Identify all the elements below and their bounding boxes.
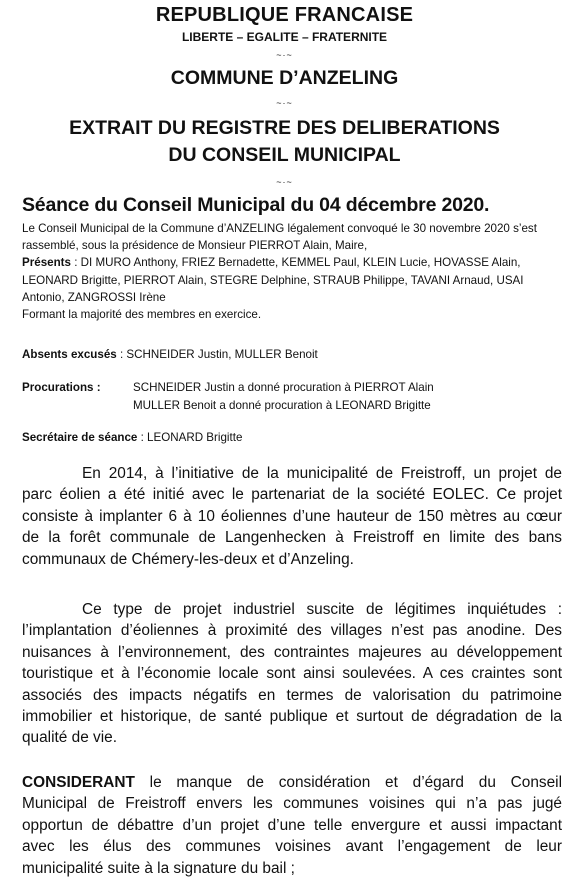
paragraph-line: l’implantation d’éoliennes à proximité des villages n’est pas anodine. Des — [22, 622, 562, 640]
paragraph-line: parc éolien a été initié avec le partenariat de la société EOLEC. Ce projet — [22, 486, 562, 504]
paragraph-line: qualité de vie. — [22, 729, 117, 747]
seance-title: Séance du Conseil Municipal du 04 décembre 2020. — [22, 194, 490, 216]
presents-label: Présents — [22, 256, 71, 270]
republic-heading: REPUBLIQUE FRANCAISE — [155, 4, 414, 26]
paragraph-line: avec les élus des communes voisines avant l’engagement de leur — [22, 838, 562, 856]
paragraph-line: associés des impacts négatifs en termes de valorisation du patrimoine — [22, 686, 562, 704]
presents-line: Antonio, ZANGROSSI Irène — [22, 290, 166, 304]
paragraph-line: communaux de Chémery-les-deux et d’Anzeling. — [22, 550, 354, 568]
considerant-keyword: CONSIDERANT — [22, 774, 135, 791]
paragraph-line: Ce type de projet industriel suscite de légitimes inquiétudes : — [82, 601, 562, 618]
extract-heading-line1: EXTRAIT DU REGISTRE DES DELIBERATIONS — [69, 117, 500, 139]
presents-names: : DI MURO Anthony, FRIEZ Bernadette, KEMMEL Paul, KLEIN Lucie, HOVASSE Alain, — [70, 256, 521, 270]
paragraph-line: municipalité suite à la signature du bail ; — [22, 859, 295, 877]
procuration-item: MULLER Benoit a donné procuration à LEONARD Brigitte — [133, 399, 431, 412]
paragraph-line: de la forêt communale de Langenhecken à Freistroff en limite des bans — [22, 529, 562, 547]
secretary-label: Secrétaire de séance — [22, 431, 138, 444]
paragraph-3 — [22, 772, 562, 879]
commune-heading: COMMUNE D’ANZELING — [170, 67, 399, 89]
paragraph-line: consiste à implanter 6 à 10 éoliennes d’une hauteur de 150 mètres au cœur — [22, 507, 562, 525]
presents-line — [22, 254, 558, 271]
secretary-value: : LEONARD Brigitte — [137, 431, 243, 444]
absents-line — [22, 348, 318, 361]
procuration-item: SCHNEIDER Justin a donné procuration à PIERROT Alain — [133, 381, 434, 394]
ornament-divider: ~·~ — [276, 98, 293, 108]
absents-label: Absents excusés — [22, 348, 117, 361]
paragraph-line: nuisances à l’environnement, des contraintes majeures au développement — [22, 643, 562, 661]
presents-line: LEONARD Brigitte, PIERROT Alain, STEGRE Delphine, STRAUB Philippe, TAVANI Arnaud, USAI — [22, 273, 524, 287]
ornament-divider: ~·~ — [276, 50, 293, 60]
absents-value: : SCHNEIDER Justin, MULLER Benoit — [116, 348, 318, 361]
paragraph-line: touristique et à l’économie locale sont ainsi soulevées. A ces craintes sont — [22, 665, 562, 683]
secretary-line — [22, 431, 242, 444]
procurations-label: Procurations : — [22, 381, 101, 394]
paragraph-line: En 2014, à l’initiative de la municipalité de Freistroff, un projet de — [82, 465, 562, 482]
intro-line: rassemblé, sous la présidence de Monsieur PIERROT Alain, Maire, — [22, 239, 368, 253]
intro-block — [22, 220, 558, 323]
paragraph-1 — [22, 463, 562, 570]
paragraph-line: Municipal de Freistroff envers les communes voisines qui n’a pas jugé — [22, 795, 562, 813]
motto: LIBERTE – EGALITE – FRATERNITE — [181, 30, 388, 44]
majority-line: Formant la majorité des membres en exercice. — [22, 308, 262, 322]
intro-line: Le Conseil Municipal de la Commune d’ANZELING légalement convoqué le 30 novembre 2020 s’est — [22, 222, 537, 235]
paragraph-2 — [22, 599, 562, 749]
ornament-divider: ~·~ — [276, 177, 293, 187]
paragraph-line: CONSIDERANT le manque de considération et d’égard du Conseil — [22, 774, 562, 791]
extract-heading-line2: DU CONSEIL MUNICIPAL — [168, 144, 401, 166]
paragraph-line: opportun de débattre d’un projet d’une telle envergure et aussi impactant — [22, 816, 562, 834]
paragraph-line: immobilier et historique, de santé publique et surtout de dégradation de la — [22, 708, 562, 726]
